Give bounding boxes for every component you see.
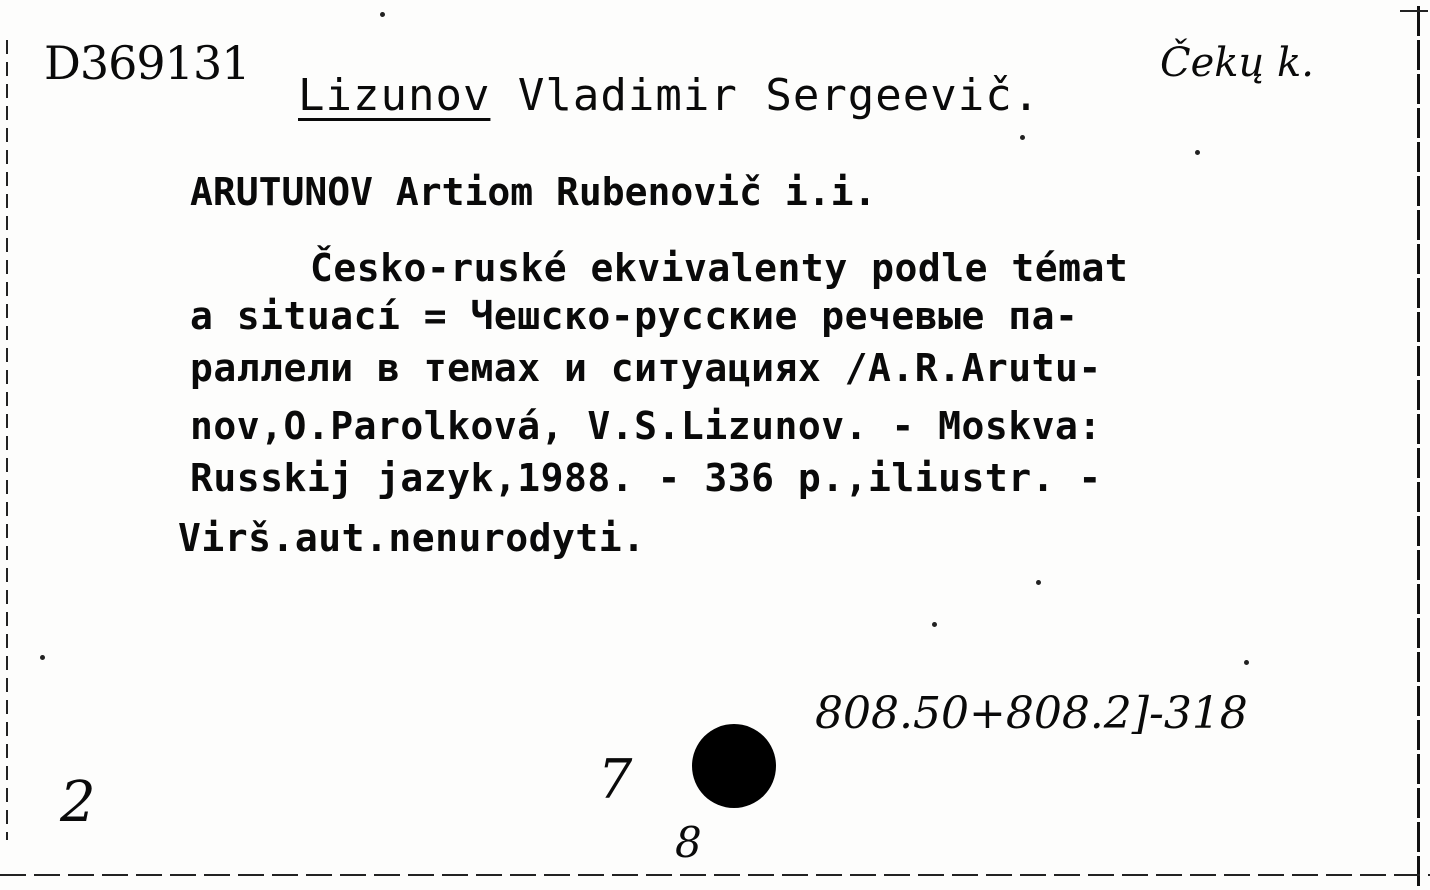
call-number: 808.50+808.2]-318 [815,688,1248,739]
card-bottom-edge [0,874,1430,876]
body-line-3: раллели в темах и ситуациях /A.R.Arutu- [190,346,1102,390]
card-accession-number: D369131 [44,36,250,90]
author-line [298,70,1040,121]
handwritten-top-note: Čekų k. [1160,40,1314,86]
speck [1195,150,1200,155]
card-right-edge [1417,6,1420,886]
body-line-6: Virš.aut.nenurodyti. [178,516,646,560]
handwritten-mark-7: 7 [598,748,633,811]
speck [1036,580,1041,585]
body-line-4: nov,O.Parolková, V.S.Lizunov. - Moskva: [190,404,1102,448]
card-top-edge [1400,10,1428,12]
speck [1244,660,1249,665]
ink-blot [692,724,776,808]
body-line-1: Česko-ruské ekvivalenty podle témat [310,246,1129,290]
speck [932,622,937,627]
speck [1020,135,1025,140]
speck [380,12,385,17]
card-left-edge [6,40,8,840]
body-line-5: Russkij jazyk,1988. - 336 p.,iliustr. - [190,456,1102,500]
speck [40,655,45,660]
author-surname: Lizunov [298,70,491,121]
author-given-names: Vladimir Sergeevič. [490,70,1041,121]
handwritten-mark-8: 8 [675,818,702,867]
body-line-2: a situací = Чешско-русские речевые па- [190,294,1079,338]
copy-number-mark: 2 [60,770,96,835]
main-heading: ARUTUNOV Artiom Rubenovič i.i. [190,170,877,214]
